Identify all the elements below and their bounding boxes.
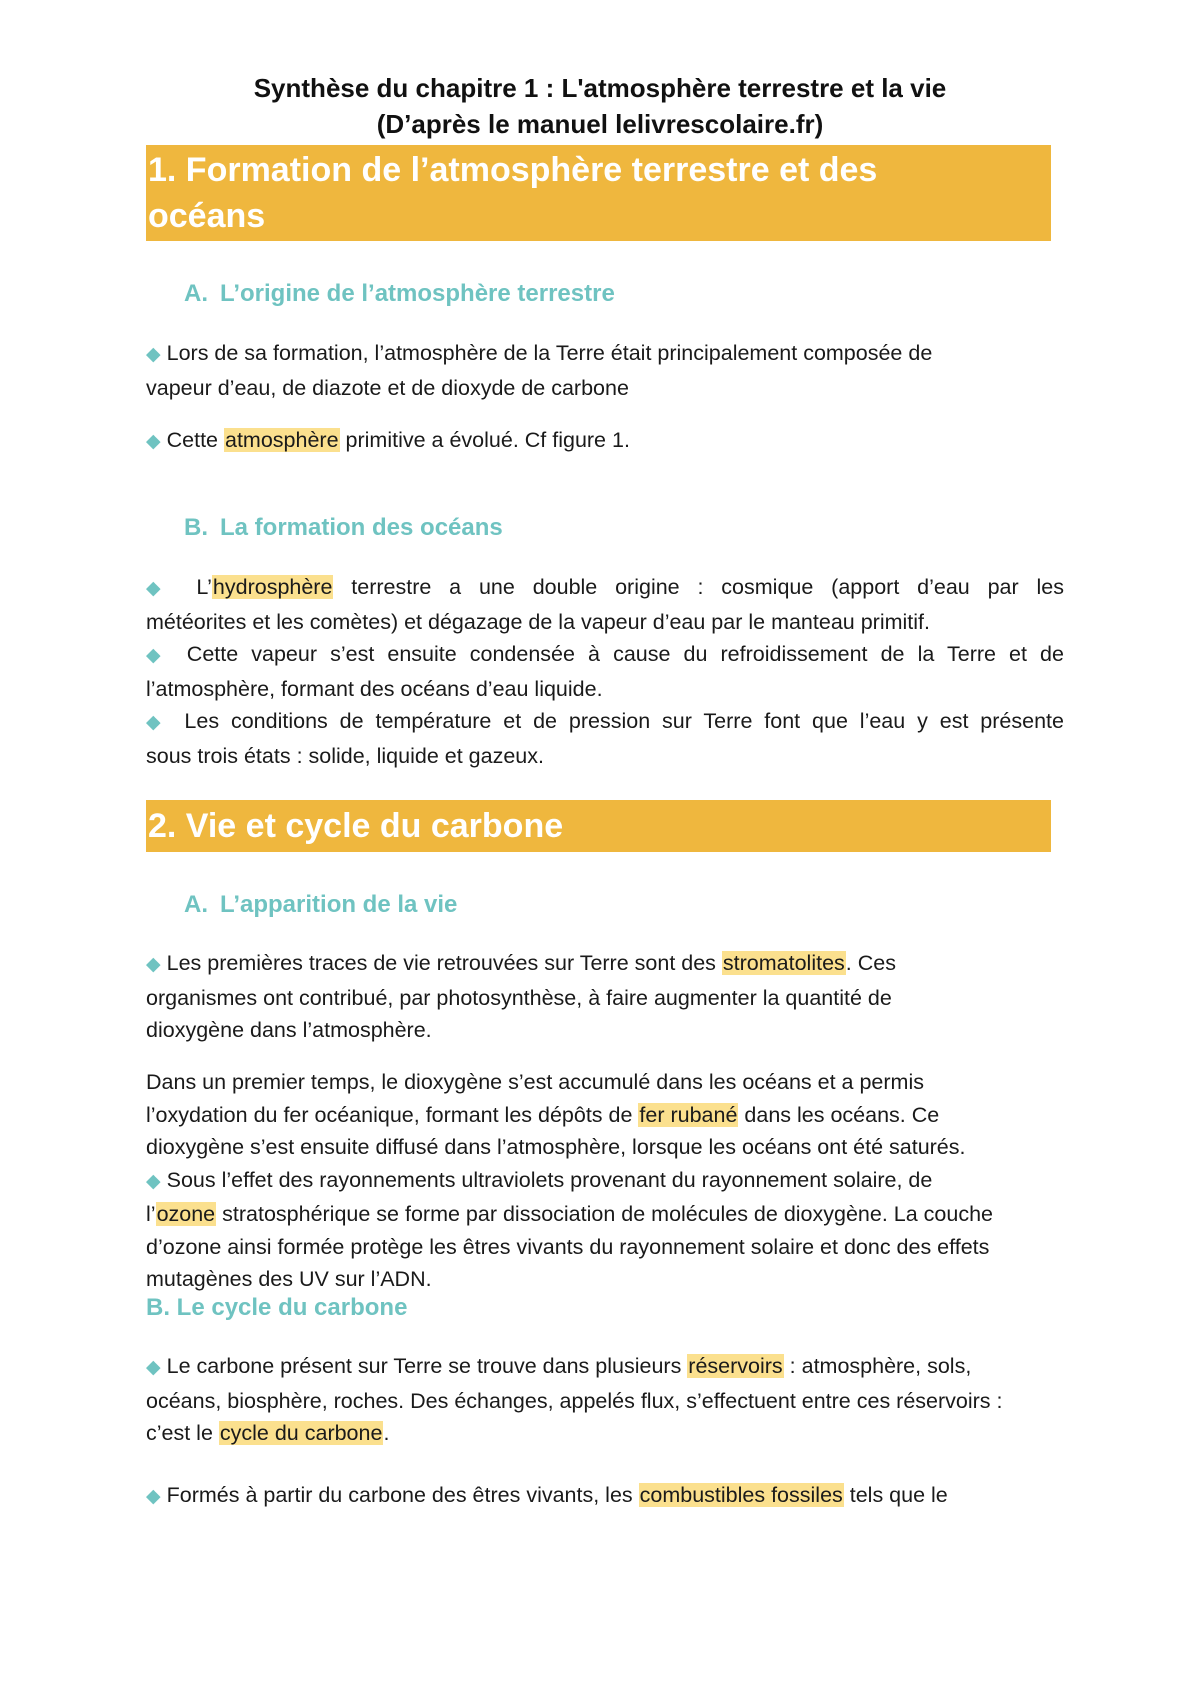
subheading-2b-title: B. Le cycle du carbone [146,1294,408,1321]
text-line: Dans un premier temps, le dioxygène s’est accumulé dans les océans et a permis [146,1070,924,1094]
text-line: d’ozone ainsi formée protège les êtres vivants du rayonnement solaire et donc des effets [146,1234,990,1259]
title-line-2: (D’après le manuel lelivrescolaire.fr) [376,109,824,139]
highlight-cycle-du-carbone: cycle du carbone [219,1421,383,1445]
title-line-1: Synthèse du chapitre 1 : L'atmosphère terrestre et la vie [253,73,947,103]
text-run: . Ces [845,951,896,975]
subheading-2b [146,1292,407,1324]
highlight-atmosphere: atmosphère [225,428,339,452]
text-line: sous trois états : solide, liquide et gazeux. [146,743,544,768]
subheading-2a [184,889,457,921]
section-1-heading-line-1: 1. Formation de l’atmosphère terrestre et des [148,151,878,189]
text-line: l’atmosphère, formant des océans d’eau liquide. [146,676,603,701]
paragraph-2a-2 [146,1066,1066,1296]
diamond-icon: ◆ [146,645,168,666]
text-line: dioxygène dans l’atmosphère. [146,1018,432,1042]
section-1-banner [146,145,1051,241]
diamond-icon: ◆ [146,431,161,452]
paragraph-1a-1 [146,337,1066,404]
text-run: Sous l’effet des rayonnements ultraviolets provenant du rayonnement solaire, de [166,1167,933,1192]
paragraph-1a-2 [146,424,1066,459]
highlight-combustibles-fossiles: combustibles fossiles [639,1483,843,1507]
diamond-icon: ◆ [146,1486,161,1507]
text-run: dans les océans. Ce [738,1102,940,1127]
text-run: terrestre a une double origine : cosmique (apport d’eau par les [333,575,1064,599]
subheading-2a-title: L’apparition de la vie [220,891,458,918]
text-line: océans, biosphère, roches. Des échanges, appelés flux, s’effectuent entre ces réservoirs : [146,1388,1003,1413]
text-run: Le carbone présent sur Terre se trouve dans plusieurs [166,1354,688,1378]
diamond-icon: ◆ [146,578,173,599]
text-line: météorites et les comètes) et dégazage de la vapeur d’eau par le manteau primitif. [146,609,930,634]
text-line: vapeur d’eau, de diazote et de dioxyde de carbone [146,375,629,400]
section-1-heading-line-2: océans [148,197,266,235]
paragraph-2b-1 [146,1350,1066,1450]
highlight-ozone: ozone [156,1202,216,1226]
subheading-2a-letter: A. [184,891,208,918]
text-run: L’ [196,575,212,599]
section-2-banner [146,800,1051,852]
text-run: Formés à partir du carbone des êtres vivants, les [166,1483,639,1507]
subheading-1b-letter: B. [184,514,208,541]
highlight-fer-rubane: fer rubané [639,1102,738,1127]
text-run: l’ [146,1202,156,1226]
text-run: stratosphérique se forme par dissociation de molécules de dioxygène. La couche [216,1202,994,1226]
diamond-icon: ◆ [146,1357,161,1378]
paragraph-2b-2 [146,1479,1066,1514]
diamond-icon: ◆ [146,1170,161,1192]
text-run: l’oxydation du fer océanique, formant les dépôts de [146,1102,639,1127]
text-run: Les conditions de température et de pression sur Terre font que l’eau y est présente [184,709,1064,733]
paragraph-2a-1 [146,947,1066,1047]
text-run: primitive a évolué. Cf figure 1. [339,428,630,452]
document-title [100,70,1100,142]
highlight-hydrosphere: hydrosphère [212,575,333,599]
text-run: Les premières traces de vie retrouvées sur Terre sont des [166,951,722,975]
subheading-1a-letter: A. [184,280,208,307]
text-run: Cette [166,428,224,452]
text-run: : atmosphère, sols, [783,1354,972,1378]
diamond-icon: ◆ [146,712,167,733]
text-run: . [383,1421,390,1445]
text-line: mutagènes des UV sur l’ADN. [146,1267,432,1291]
text-line: dioxygène s’est ensuite diffusé dans l’atmosphère, lorsque les océans ont été saturés. [146,1135,966,1159]
highlight-reservoirs: réservoirs [688,1354,783,1378]
subheading-1a [184,278,615,310]
paragraph-1b [146,571,1064,772]
text-line: Lors de sa formation, l’atmosphère de la Terre était principalement composée de [166,341,933,365]
highlight-stromatolites: stromatolites [722,951,845,975]
text-line: organismes ont contribué, par photosynthèse, à faire augmenter la quantité de [146,985,892,1010]
text-run: Cette vapeur s’est ensuite condensée à cause du refroidissement de la Terre et de [186,642,1064,666]
subheading-1b-title: La formation des océans [220,514,503,541]
diamond-icon: ◆ [146,344,161,365]
text-run: c’est le [146,1421,219,1445]
section-2-heading: 2. Vie et cycle du carbone [148,807,564,845]
subheading-1b [184,512,503,544]
subheading-1a-title: L’origine de l’atmosphère terrestre [220,280,615,307]
text-run: tels que le [843,1483,948,1507]
diamond-icon: ◆ [146,954,161,975]
